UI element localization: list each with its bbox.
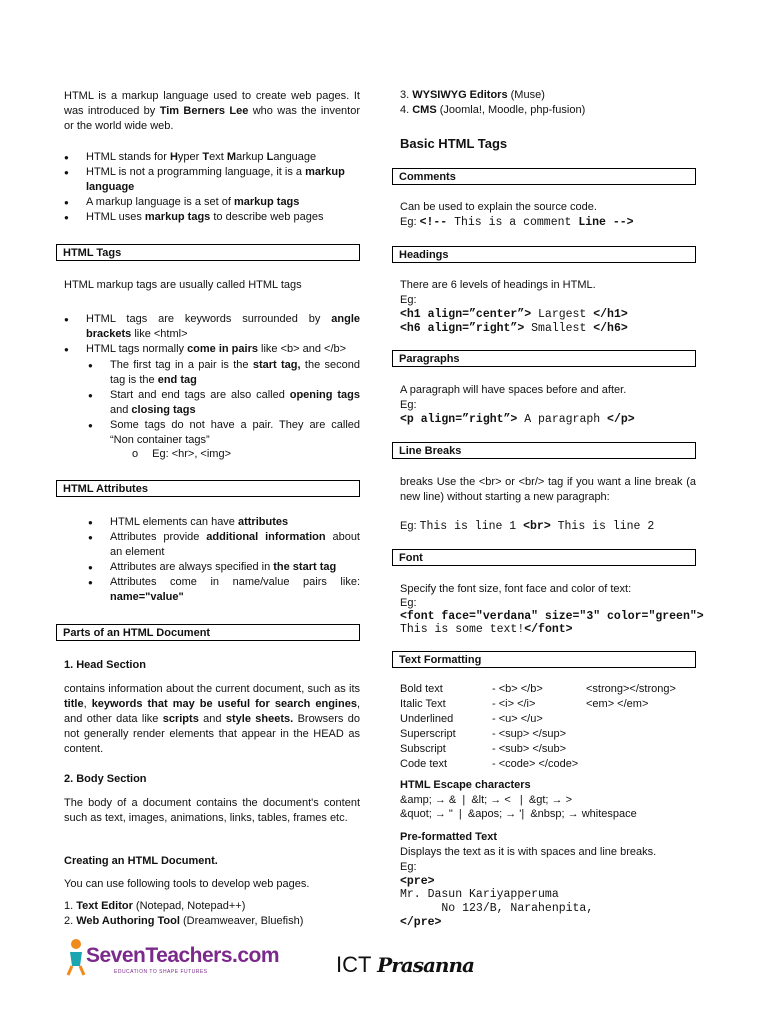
line-breaks-example: Eg: This is line 1 <br> This is line 2 [400,520,655,533]
table-row: Code text - <code> </code> [400,758,579,770]
list-item: ● Attributes are always specified in the start tag [88,560,360,575]
list-item: ● HTML tags are keywords surrounded by angle brackets like <html> [64,312,360,342]
list-item: ● The first tag in a pair is the start tag, the second tag is the end tag [88,358,360,388]
list-item: ● Start and end tags are also called opening tags and closing tags [88,388,360,418]
pre-close: </pre> [400,916,442,929]
headings-heading: Headings [392,246,696,263]
tags-bullets [64,312,360,357]
attributes-bullets [88,515,360,605]
escape-title: HTML Escape characters [400,779,531,791]
tool-1: 1. Text Editor (Notepad, Notepad++) [64,900,246,912]
comments-text: Can be used to explain the source code. [400,201,597,213]
pre-eg: Eg: [400,861,417,873]
html-tags-heading: HTML Tags [56,244,360,261]
list-item: ● HTML tags normally come in pairs like <b> and </b> [64,342,360,357]
tool-4: 4. CMS (Joomla!, Moodle, php-fusion) [400,104,586,116]
head-section-title: 1. Head Section [64,659,146,671]
text-formatting-heading: Text Formatting [392,651,696,668]
list-item: ● Attributes come in name/value pairs like: name="value" [88,575,360,605]
line-breaks-text: breaks Use the <br> or <br/> tag if you want a line break (a new line) without starting a new paragraph: [400,476,696,503]
table-row: Underlined - <u> </u> [400,713,543,725]
comments-heading: Comments [392,168,696,185]
intro-bullets [64,150,360,225]
list-item: ● HTML uses markup tags to describe web pages [64,210,360,225]
intro-name: Tim Berners Lee [159,105,249,117]
tags-sub-bullets [88,358,360,448]
pre-line-1: Mr. Dasun Kariyapperuma [400,888,559,901]
list-item: ● HTML stands for Hyper Text Markup Language [64,150,360,165]
pre-text: Displays the text as it is with spaces and line breaks. [400,846,657,858]
font-heading: Font [392,549,696,566]
logo-subtext: EDUCATION TO SHAPE FUTURES [114,969,208,975]
tags-intro: HTML markup tags are usually called HTML tags [64,279,302,291]
headings-eg: Eg: [400,294,417,306]
logo-text: SevenTeachers.com [86,944,280,967]
teacher-figure-icon [66,936,86,976]
font-text: Specify the font size, font face and color of text: [400,583,632,595]
table-row: Subscript - <sub> </sub> [400,743,566,755]
table-row: Bold text - <b> </b> <strong></strong> [400,683,676,695]
seventeachers-logo [66,936,280,976]
intro-text-2: who was the inventor or the world wide web. [64,105,361,132]
headings-h6-code: <h6 align=”right”> Smallest </h6> [400,322,628,335]
escape-line-2: &quot; → " | &apos; → '| &nbsp; → whitespace [400,808,637,820]
intro-text: HTML is a markup language used to create web pages. It was introduced by [64,90,360,117]
list-item: ● HTML is not a programming language, it is a markup language [64,165,360,195]
comments-example: Eg: <!-- This is a comment Line --> [400,216,634,229]
paragraphs-text: A paragraph will have spaces before and after. [400,384,627,396]
html-attributes-heading: HTML Attributes [56,480,360,497]
font-code-1: <font face="verdana" size="3" color="green"> [400,610,704,623]
paragraphs-heading: Paragraphs [392,350,696,367]
tool-3: 3. WYSIWYG Editors (Muse) [400,89,545,101]
body-section-title: 2. Body Section [64,773,147,785]
create-text: You can use following tools to develop web pages. [64,878,310,890]
escape-line-1: &amp; → & | &lt; → < | &gt; → > [400,794,572,806]
intro-paragraph [64,89,360,134]
list-item: ● Attributes provide additional information about an element [88,530,360,560]
list-item: ● Some tags do not have a pair. They are called “Non container tags” [88,418,360,448]
tags-example: o Eg: <hr>, <img> [132,448,232,460]
table-row: Superscript - <sup> </sup> [400,728,566,740]
create-title: Creating an HTML Document. [64,855,218,867]
line-breaks-heading: Line Breaks [392,442,696,459]
body-section-text: The body of a document contains the document's content such as text, images, animations, links, tables, frames etc. [64,797,360,824]
list-item: ● HTML elements can have attributes [88,515,360,530]
headings-h1-code: <h1 align=”center”> Largest </h1> [400,308,628,321]
tool-2: 2. Web Authoring Tool (Dreamweaver, Bluefish) [64,915,304,927]
circle-bullet-icon: o [132,448,139,460]
parts-heading: Parts of an HTML Document [56,624,360,641]
paragraphs-eg: Eg: [400,399,417,411]
ict-prasanna-logo: ICT Prasanna [336,952,474,977]
table-row: Italic Text - <i> </i> <em> </em> [400,698,649,710]
text-formatting-table [400,683,700,775]
pre-open: <pre> [400,875,435,888]
basic-tags-title: Basic HTML Tags [400,136,508,151]
paragraphs-code: <p align=”right”> A paragraph </p> [400,413,635,426]
headings-text: There are 6 levels of headings in HTML. [400,279,596,291]
head-section-text: contains information about the current document, such as its title, keywords that may be useful for search engines, and other data like scripts and style sheets. Browsers do not generally render elements that appear in the HEAD as content. [64,683,360,755]
list-item: ● A markup language is a set of markup tags [64,195,360,210]
pre-line-2: No 123/B, Narahenpita, [400,902,594,915]
pre-title: Pre-formatted Text [400,831,497,843]
font-eg: Eg: [400,597,417,609]
font-code-2: This is some text!</font> [400,623,573,636]
